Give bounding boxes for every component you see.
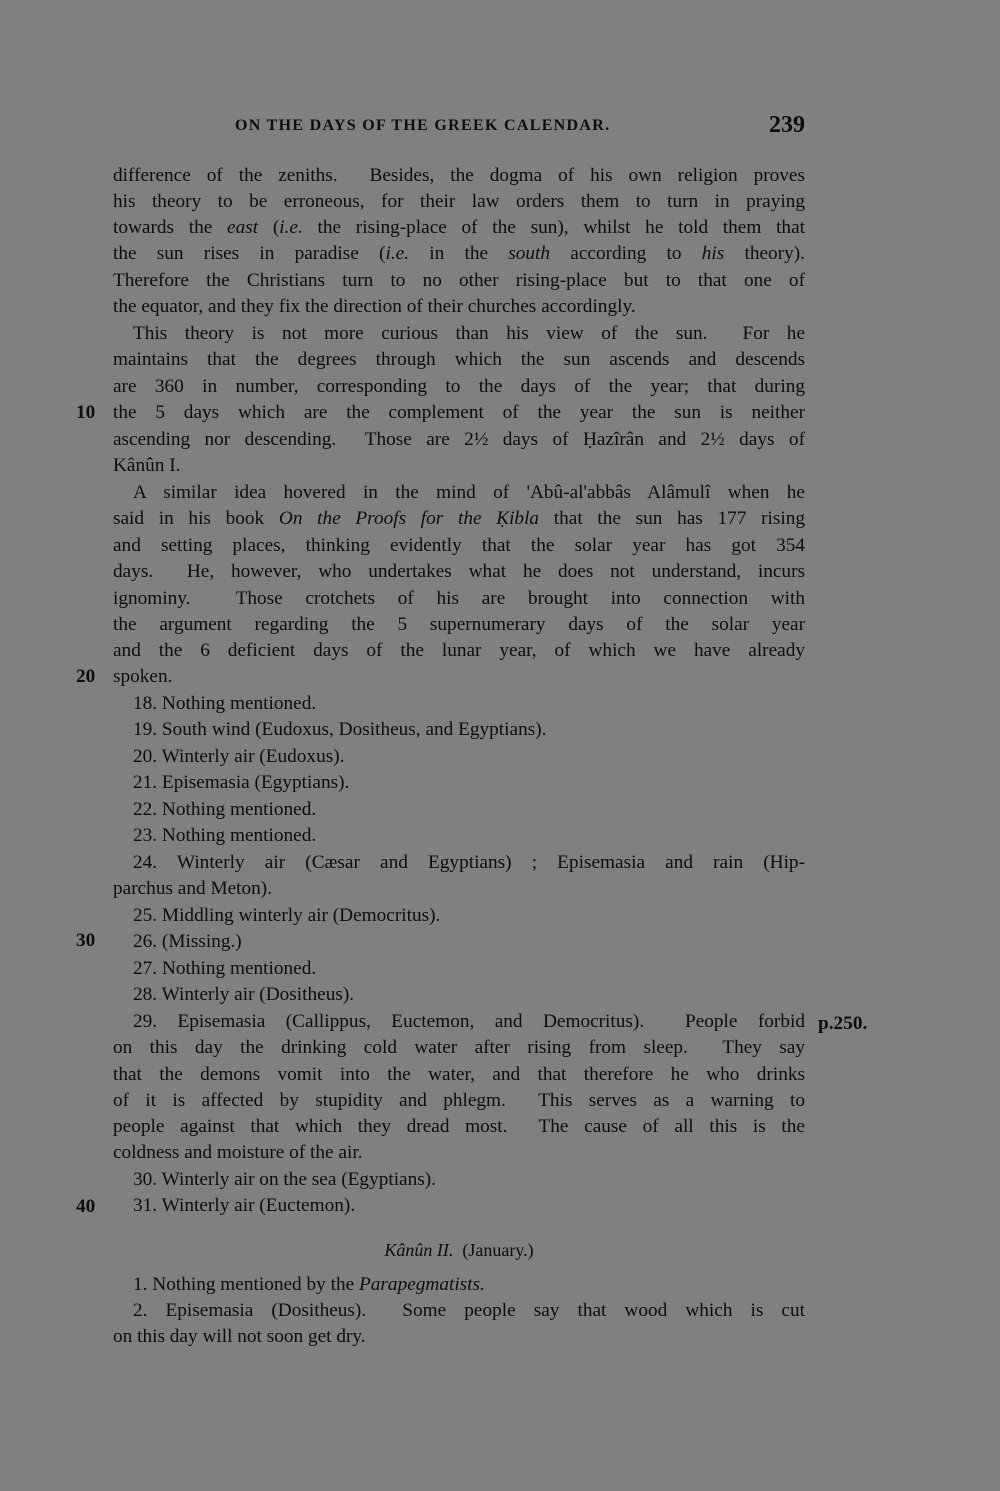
text-segment: days. He, however, who undertakes what he does not understand, incurs (113, 561, 805, 582)
margin-line-number: 20 (76, 666, 96, 687)
text-line (133, 929, 805, 955)
text-segment: 26. (Missing.) (133, 931, 242, 952)
text-line (113, 1062, 805, 1088)
text-line (113, 876, 805, 902)
text-segment: that the demons vomit into the water, and that therefore he who drinks (113, 1064, 805, 1085)
text-segment: coldness and moisture of the air. (113, 1142, 363, 1163)
text-line (133, 1298, 805, 1324)
text-segment: ignominy. Those crotchets of his are brought into connection with (113, 588, 805, 609)
text-line (113, 559, 805, 585)
margin-page-reference: p.250. (818, 1013, 868, 1034)
text-segment: ascending nor descending. Those are 2½ days of Ḥazîrân and 2½ days of (113, 429, 805, 450)
text-segment: 31. Winterly air (Euctemon). (133, 1195, 356, 1216)
text-segment: towards the (113, 217, 228, 238)
text-line (133, 850, 805, 876)
text-segment: 28. Winterly air (Dositheus). (133, 984, 355, 1005)
text-line (133, 1193, 805, 1219)
text-line (113, 1324, 805, 1350)
text-segment: said in his book (113, 508, 279, 529)
text-segment: 24. Winterly air (Cæsar and Egyptians) ; Episemasia and rain (Hip- (133, 852, 805, 873)
text-segment: 19. South wind (Eudoxus, Dositheus, and Egyptians). (133, 719, 547, 740)
text-line (113, 268, 805, 294)
text-segment: parchus and Meton). (113, 878, 273, 899)
text-segment: according to (550, 243, 702, 264)
text-line (133, 717, 805, 743)
text-segment: 30. Winterly air on the sea (Egyptians). (133, 1169, 437, 1190)
text-segment: spoken. (113, 666, 173, 687)
text-segment: Therefore the Christians turn to no other rising-place but to that one of (113, 270, 805, 291)
text-line (133, 770, 805, 796)
text-line (133, 956, 805, 982)
text-segment: and setting places, thinking evidently that the solar year has got 354 (113, 535, 805, 556)
text-line (113, 533, 805, 559)
text-segment: (January.) (453, 1240, 534, 1260)
italic-text: Parapegmatists. (359, 1274, 485, 1295)
text-segment: the equator, and they fix the direction of their churches accordingly. (113, 296, 636, 317)
text-segment: 22. Nothing mentioned. (133, 799, 317, 820)
running-title: ON THE DAYS OF THE GREEK CALENDAR. (235, 117, 611, 134)
page-header (235, 112, 805, 142)
text-segment: This theory is not more curious than his view of the sun. For he (133, 323, 805, 344)
text-line (113, 189, 805, 215)
text-line (113, 664, 805, 690)
text-line (113, 163, 805, 189)
page-number: 239 (769, 112, 805, 138)
italic-text: On the Proofs for the Ḳibla (278, 508, 540, 529)
text-line (113, 1140, 805, 1166)
text-segment: Kânûn I. (113, 455, 181, 476)
text-line (113, 427, 805, 453)
section-heading (113, 1237, 805, 1263)
text-line (113, 215, 805, 241)
text-line (133, 744, 805, 770)
text-segment: 20. Winterly air (Eudoxus). (133, 746, 345, 767)
text-line (113, 586, 805, 612)
text-line (133, 823, 805, 849)
text-line (113, 1114, 805, 1140)
text-segment: on this day the drinking cold water after rising from sleep. They say (113, 1037, 805, 1058)
text-line (133, 1167, 805, 1193)
text-line (133, 691, 805, 717)
text-segment: 27. Nothing mentioned. (133, 958, 317, 979)
text-segment: 23. Nothing mentioned. (133, 825, 317, 846)
text-segment: ( (258, 217, 280, 238)
italic-text: his (701, 243, 725, 264)
text-segment: theory). (724, 243, 805, 264)
italic-text: east (227, 217, 259, 238)
text-line (113, 294, 805, 320)
text-segment: and the 6 deficient days of the lunar year, of which we have already (113, 640, 805, 661)
text-segment: 2. Episemasia (Dositheus). Some people say that wood which is cut (133, 1300, 805, 1321)
text-line (113, 1088, 805, 1114)
text-line (113, 638, 805, 664)
text-segment: 29. Episemasia (Callippus, Euctemon, and Democritus). People forbid (133, 1011, 805, 1032)
italic-text: i.e. (385, 243, 410, 264)
text-line (113, 347, 805, 373)
italic-text: Kânûn II. (384, 1240, 454, 1260)
text-segment: people against that which they dread most. The cause of all this is the (113, 1116, 805, 1137)
text-line (133, 982, 805, 1008)
text-line (113, 374, 805, 400)
italic-text: south (508, 243, 551, 264)
text-segment: on this day will not soon get dry. (113, 1326, 366, 1347)
italic-text: i.e. (279, 217, 303, 238)
text-segment: are 360 in number, corresponding to the days of the year; that during (113, 376, 805, 397)
text-line (133, 480, 805, 506)
text-line (133, 1009, 805, 1035)
text-segment: the 5 days which are the complement of the year the sun is neither (113, 402, 805, 423)
margin-line-number: 40 (76, 1196, 96, 1217)
text-line (113, 612, 805, 638)
text-line (133, 1272, 805, 1298)
text-segment: maintains that the degrees through which the sun ascends and descends (113, 349, 805, 370)
text-line (133, 797, 805, 823)
text-line (113, 241, 805, 267)
text-line (113, 506, 805, 532)
text-segment: his theory to be erroneous, for their law orders them to turn in praying (113, 191, 805, 212)
text-segment: that the sun has 177 rising (539, 508, 806, 529)
text-segment: the rising-place of the sun), whilst he told them that (302, 217, 805, 238)
margin-line-number: 10 (76, 402, 96, 423)
text-segment: A similar idea hovered in the mind of 'Abû-al'abbâs Alâmulî when he (133, 482, 805, 503)
text-line (113, 400, 805, 426)
text-segment: 25. Middling winterly air (Democritus). (133, 905, 441, 926)
text-segment: of it is affected by stupidity and phlegm. This serves as a warning to (113, 1090, 805, 1111)
text-segment: the argument regarding the 5 supernumerary days of the solar year (113, 614, 805, 635)
text-segment: difference of the zeniths. Besides, the dogma of his own religion proves (113, 165, 805, 186)
text-line (133, 903, 805, 929)
text-segment: in the (409, 243, 509, 264)
margin-line-number: 30 (76, 930, 96, 951)
text-line (113, 1035, 805, 1061)
text-line (113, 453, 805, 479)
text-segment: 18. Nothing mentioned. (133, 693, 317, 714)
text-segment: 1. Nothing mentioned by the (133, 1274, 359, 1295)
text-segment: the sun rises in paradise ( (113, 243, 386, 264)
text-line (133, 321, 805, 347)
text-segment: 21. Episemasia (Egyptians). (133, 772, 350, 793)
